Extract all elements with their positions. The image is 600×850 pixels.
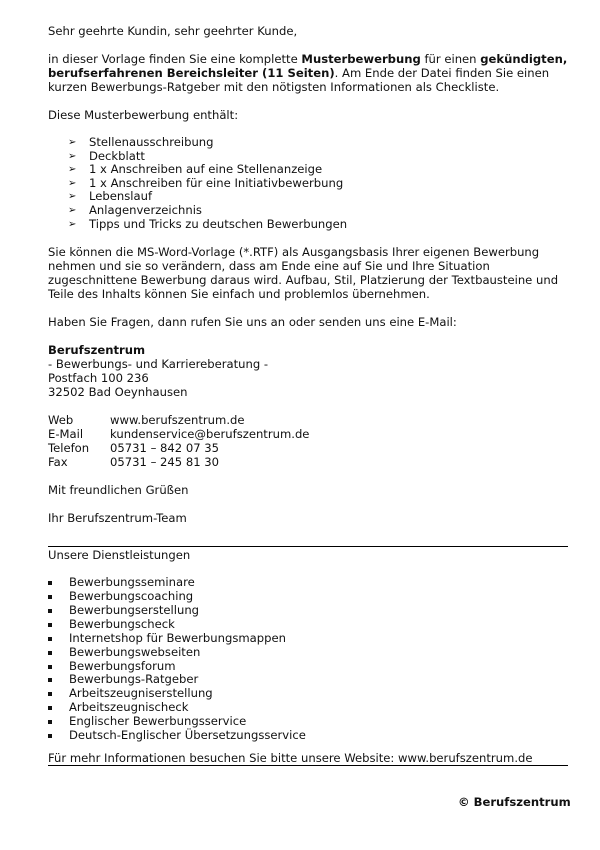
arrow-bullet-icon: ➢ (68, 137, 77, 148)
intro-bold-2: gekündigten, berufserfahrenen Bereichsleiter (11 Seiten) (48, 52, 568, 80)
list-item: Bewerbungswebseiten (48, 646, 568, 660)
arrow-bullet-icon: ➢ (68, 191, 77, 203)
intro-text-2: für einen (420, 52, 481, 66)
list-item: Bewerbungscheck (48, 618, 568, 632)
list-item: ➢ Tipps und Tricks zu deutschen Bewerbungen (68, 216, 348, 231)
company-address-line-2: 32502 Bad Oeynhausen (48, 385, 188, 400)
contact-row-email (48, 427, 309, 441)
footer-divider (48, 765, 568, 766)
closing: Mit freundlichen Grüßen (48, 483, 189, 498)
list-item: Internetshop für Bewerbungsmappen (48, 632, 568, 646)
web-link[interactable]: www.berufszentrum.de (110, 413, 245, 428)
arrow-bullet-icon: ➢ (68, 218, 77, 230)
square-bullet-icon (48, 706, 52, 710)
contact-row-phone (48, 441, 309, 455)
list-item: Arbeitszeugnischeck (48, 701, 568, 715)
list-item: Deutsch-Englischer Übersetzungsservice (48, 729, 568, 743)
usage-paragraph: Sie können die MS-Word-Vorlage (*.RTF) als Ausgangsbasis Ihrer eigenen Bewerbung nehmen und sie so verändern, dass am Ende eine auf Sie und Ihre Situation zugeschnittene Bewerbung daraus wird. Aufbau, Stil, Platzierung der Textbausteine und Teile des Inhalts können Sie einfach und problemlos übernehmen. (48, 245, 559, 302)
contact-row-fax (48, 455, 309, 469)
square-bullet-icon (48, 665, 52, 669)
phone-value: 05731 – 842 07 35 (110, 441, 220, 456)
square-bullet-icon (48, 581, 52, 585)
arrow-bullet-icon: ➢ (68, 204, 77, 216)
fax-label: Fax (48, 455, 68, 470)
list-item: ➢ 1 x Anschreiben auf eine Stellenanzeige (68, 162, 323, 177)
list-item: ➢ Stellenausschreibung (68, 135, 214, 149)
contents-heading: Diese Musterbewerbung enthält: (48, 108, 239, 122)
list-item: ➢ Lebenslauf (68, 189, 153, 204)
company-address-line-1: Postfach 100 236 (48, 371, 149, 386)
footer-text: Für mehr Informationen besuchen Sie bitte unsere Website: www.berufszentrum.de (48, 750, 533, 765)
copyright: © Berufszentrum (458, 795, 571, 809)
list-item: Bewerbungs-Ratgeber (48, 673, 568, 687)
document-page (48, 24, 568, 766)
intro-paragraph (48, 52, 568, 94)
list-item: Englischer Bewerbungsservice (48, 715, 568, 729)
list-item: Bewerbungsforum (48, 660, 568, 674)
contact-row-web (48, 413, 309, 427)
square-bullet-icon (48, 637, 52, 641)
list-item: ➢ Deckblatt (68, 148, 145, 163)
square-bullet-icon (48, 651, 52, 655)
services-list (48, 576, 568, 743)
email-label: E-Mail (48, 427, 84, 442)
arrow-bullet-icon: ➢ (68, 164, 77, 176)
square-bullet-icon (48, 734, 52, 738)
company-tagline: - Bewerbungs- und Karriereberatung - (48, 357, 269, 372)
email-link[interactable]: kundenservice@berufszentrum.de (110, 427, 310, 442)
contents-list (48, 136, 568, 231)
intro-text-3: . Am Ende der Datei finden Sie einen kurzen Bewerbungs-Ratgeber mit den nötigsten Informationen als Checkliste. (48, 66, 550, 94)
list-item: Arbeitszeugniserstellung (48, 687, 568, 701)
list-item: Bewerbungsseminare (48, 576, 568, 590)
intro-text-1: in dieser Vorlage finden Sie eine komplette (48, 52, 302, 66)
fax-value: 05731 – 245 81 30 (110, 455, 220, 470)
arrow-bullet-icon: ➢ (68, 150, 77, 162)
list-item: ➢ Anlagenverzeichnis (68, 202, 202, 217)
square-bullet-icon (48, 595, 52, 599)
square-bullet-icon (48, 623, 52, 627)
intro-bold-1: Musterbewerbung (301, 52, 421, 66)
web-label: Web (48, 413, 74, 428)
company-name: Berufszentrum (48, 343, 146, 358)
list-item: Bewerbungscoaching (48, 590, 568, 604)
signature: Ihr Berufszentrum-Team (48, 511, 187, 526)
phone-label: Telefon (48, 441, 90, 456)
square-bullet-icon (48, 720, 52, 724)
list-item: ➢ 1 x Anschreiben für eine Initiativbewerbung (68, 175, 344, 190)
questions-paragraph: Haben Sie Fragen, dann rufen Sie uns an oder senden uns eine E-Mail: (48, 315, 457, 330)
list-item: Bewerbungserstellung (48, 604, 568, 618)
square-bullet-icon (48, 692, 52, 696)
contact-table (48, 413, 309, 469)
divider (48, 546, 568, 547)
arrow-bullet-icon: ➢ (68, 177, 77, 189)
services-heading: Unsere Dienstleistungen (48, 548, 191, 563)
square-bullet-icon (48, 678, 52, 682)
greeting: Sehr geehrte Kundin, sehr geehrter Kunde, (48, 24, 298, 38)
square-bullet-icon (48, 609, 52, 613)
